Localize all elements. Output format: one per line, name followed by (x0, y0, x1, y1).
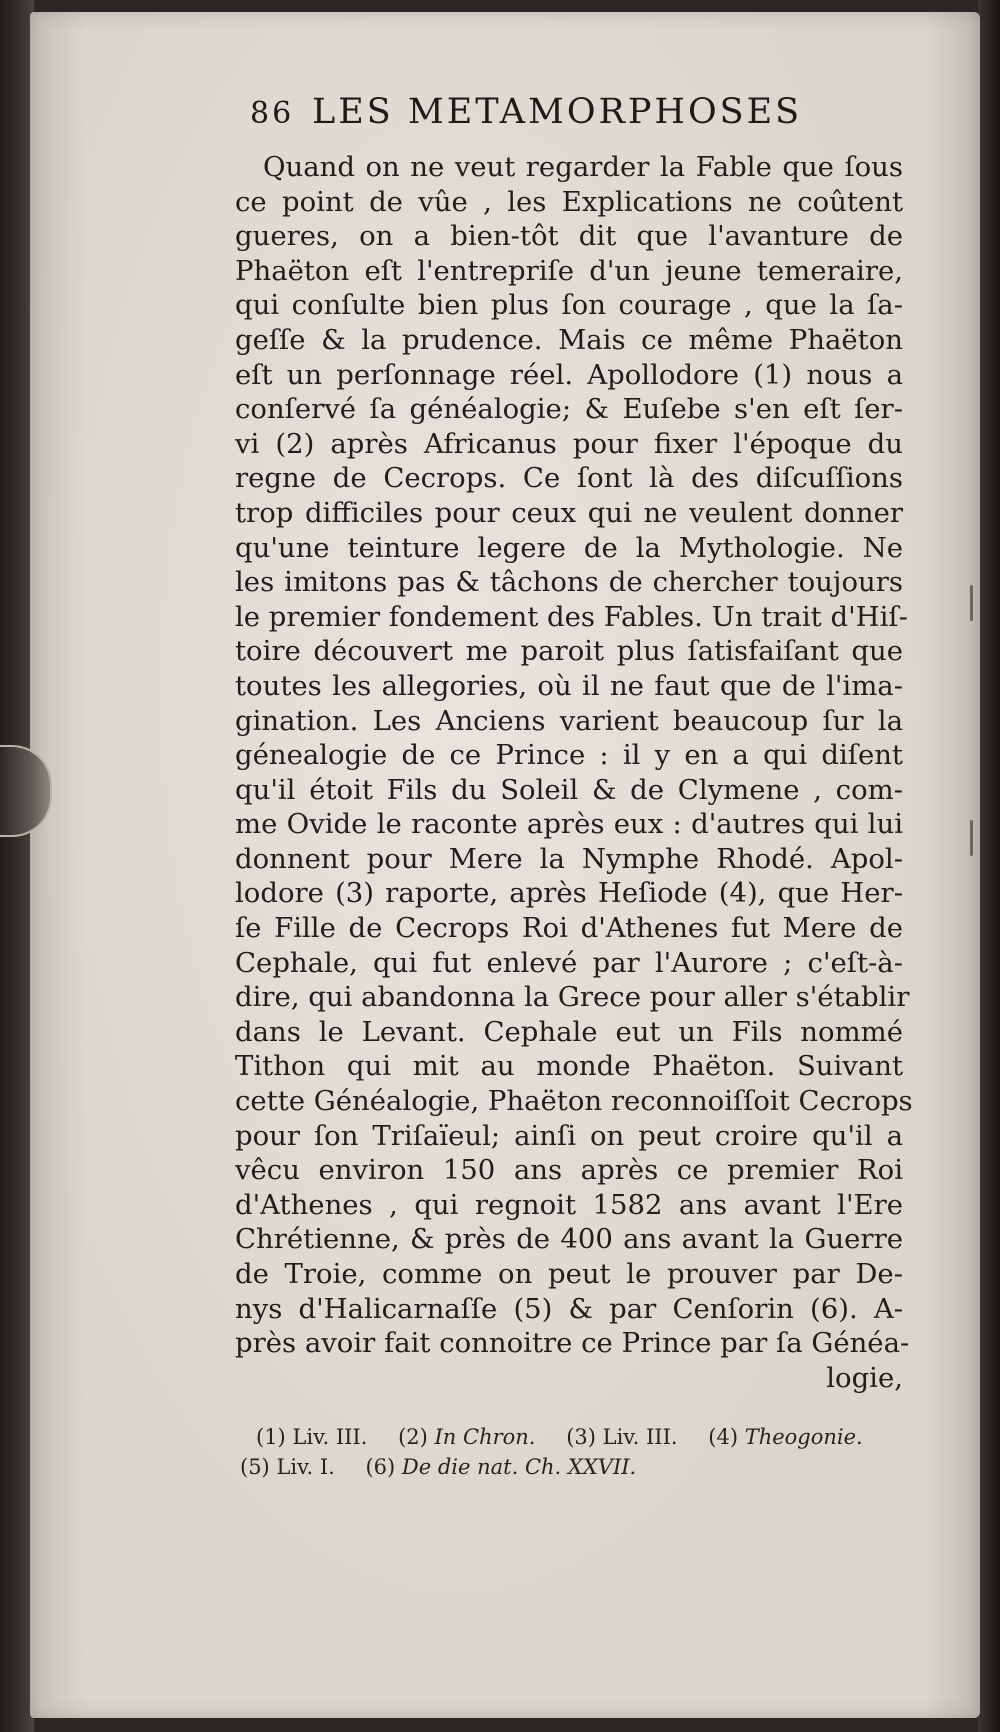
text-line: Chrétienne, & près de 400 ans avant la Guerre (235, 1223, 903, 1256)
text-line: près avoir fait connoitre ce Prince par ſa Généa- (235, 1327, 910, 1360)
footnote (708, 1422, 862, 1452)
footnote-text: Liv. III. (292, 1425, 368, 1449)
page-edge-mark (970, 585, 973, 621)
text-line: geſſe & la prudence. Mais ce même Phaëton (235, 323, 903, 356)
text-line: Tithon qui mit au monde Phaëton. Suivant (235, 1050, 903, 1083)
text-line: dire, qui abandonna la Grece pour aller s'établir (235, 981, 910, 1014)
footnote-line-1 (240, 1422, 920, 1452)
text-line: eſt un perſonnage réel. Apollodore (1) nous a (235, 358, 903, 391)
text-line: toutes les allegories, où il ne faut que de l'ima- (235, 669, 903, 702)
running-title: LES METAMORPHOSES (312, 92, 803, 132)
text-line: Quand on ne veut regarder la Fable que ſous (263, 151, 903, 183)
text-line: conſervé ſa généalogie; & Euſebe s'en eſt ſer- (235, 393, 903, 426)
footnote (256, 1422, 367, 1452)
page-edge-mark (970, 820, 973, 856)
footnote-mark: (3) (566, 1425, 596, 1449)
text-line: de Troie, comme on peut le prouver par De- (235, 1258, 903, 1290)
catchword: logie, (826, 1361, 903, 1394)
text-line: trop difficiles pour ceux qui ne veulent donner (235, 496, 903, 529)
footnote-text: Theogonie. (744, 1425, 863, 1449)
text-line: le premier fondement des Fables. Un trait d'Hiſ- (235, 600, 908, 633)
footnote-text: Liv. III. (602, 1425, 678, 1449)
text-line: qu'il étoit Fils du Soleil & de Clymene , com- (235, 773, 903, 806)
page-number: 86 (250, 96, 295, 131)
text-line: regne de Cecrops. Ce ſont là des diſcuſſions (235, 462, 903, 495)
footnote-mark: (4) (708, 1425, 739, 1449)
text-line: gueres, on a bien-tôt dit que l'avanture de (235, 220, 903, 253)
footnote (566, 1422, 677, 1452)
text-line: lodore (3) raporte, après Heſiode (4), que Her- (235, 877, 903, 910)
footnote-mark: (1) (256, 1425, 286, 1449)
text-line: donnent pour Mere la Nymphe Rhodé. Apol- (235, 842, 903, 875)
footnote (398, 1422, 535, 1452)
text-line: qui conſulte bien plus ſon courage , que la ſa- (235, 289, 903, 322)
book-edge (978, 0, 1000, 1732)
text-line: vêcu environ 150 ans après ce premier Roi (235, 1154, 903, 1187)
running-head (250, 92, 890, 140)
text-line: vi (2) après Africanus pour fixer l'époque du (235, 427, 903, 460)
text-line: d'Athenes , qui regnoit 1582 ans avant l'Ere (235, 1188, 903, 1221)
footnote-mark: (6) (365, 1455, 396, 1479)
footnote (240, 1452, 335, 1482)
footnote-text: In Chron. (434, 1425, 536, 1449)
text-line: cette Généalogie, Phaëton reconnoiſſoit Cecrops (235, 1085, 913, 1118)
text-line: ſe Fille de Cecrops Roi d'Athenes fut Mere de (235, 912, 903, 945)
body-text (235, 150, 913, 1395)
text-line: Cephale, qui fut enlevé par l'Aurore ; c'eſt-à- (235, 946, 903, 979)
text-line: toire découvert me paroit plus ſatisfaiſant que (235, 635, 903, 668)
footnote-line-2 (240, 1452, 920, 1482)
footnote (365, 1452, 636, 1482)
footnote-text: De die nat. Ch. XXVII. (401, 1455, 637, 1479)
text-line: les imitons pas & tâchons de chercher toujours (235, 566, 903, 599)
text-line: nys d'Halicarnaſſe (5) & par Cenſorin (6). A- (235, 1292, 903, 1325)
text-line: ce point de vûe , les Explications ne coûtent (235, 185, 903, 218)
text-line: génealogie de ce Prince : il y en a qui diſent (235, 739, 903, 772)
text-line: dans le Levant. Cephale eut un Fils nommé (235, 1015, 903, 1048)
book-spine (0, 0, 34, 1732)
text-line: me Ovide le raconte après eux : d'autres qui lui (235, 808, 903, 841)
footnotes (240, 1422, 920, 1482)
footnote-mark: (2) (398, 1425, 428, 1449)
text-line: Phaëton eſt l'entrepriſe d'un jeune temeraire, (235, 254, 903, 287)
text-line: pour ſon Triſaïeul; ainſi on peut croire qu'il a (235, 1119, 903, 1152)
footnote-mark: (5) (240, 1455, 270, 1479)
footnote-text: Liv. I. (276, 1455, 335, 1479)
text-line: qu'une teinture legere de la Mythologie. Ne (235, 531, 903, 564)
text-line: gination. Les Anciens varient beaucoup ſur la (235, 704, 903, 737)
